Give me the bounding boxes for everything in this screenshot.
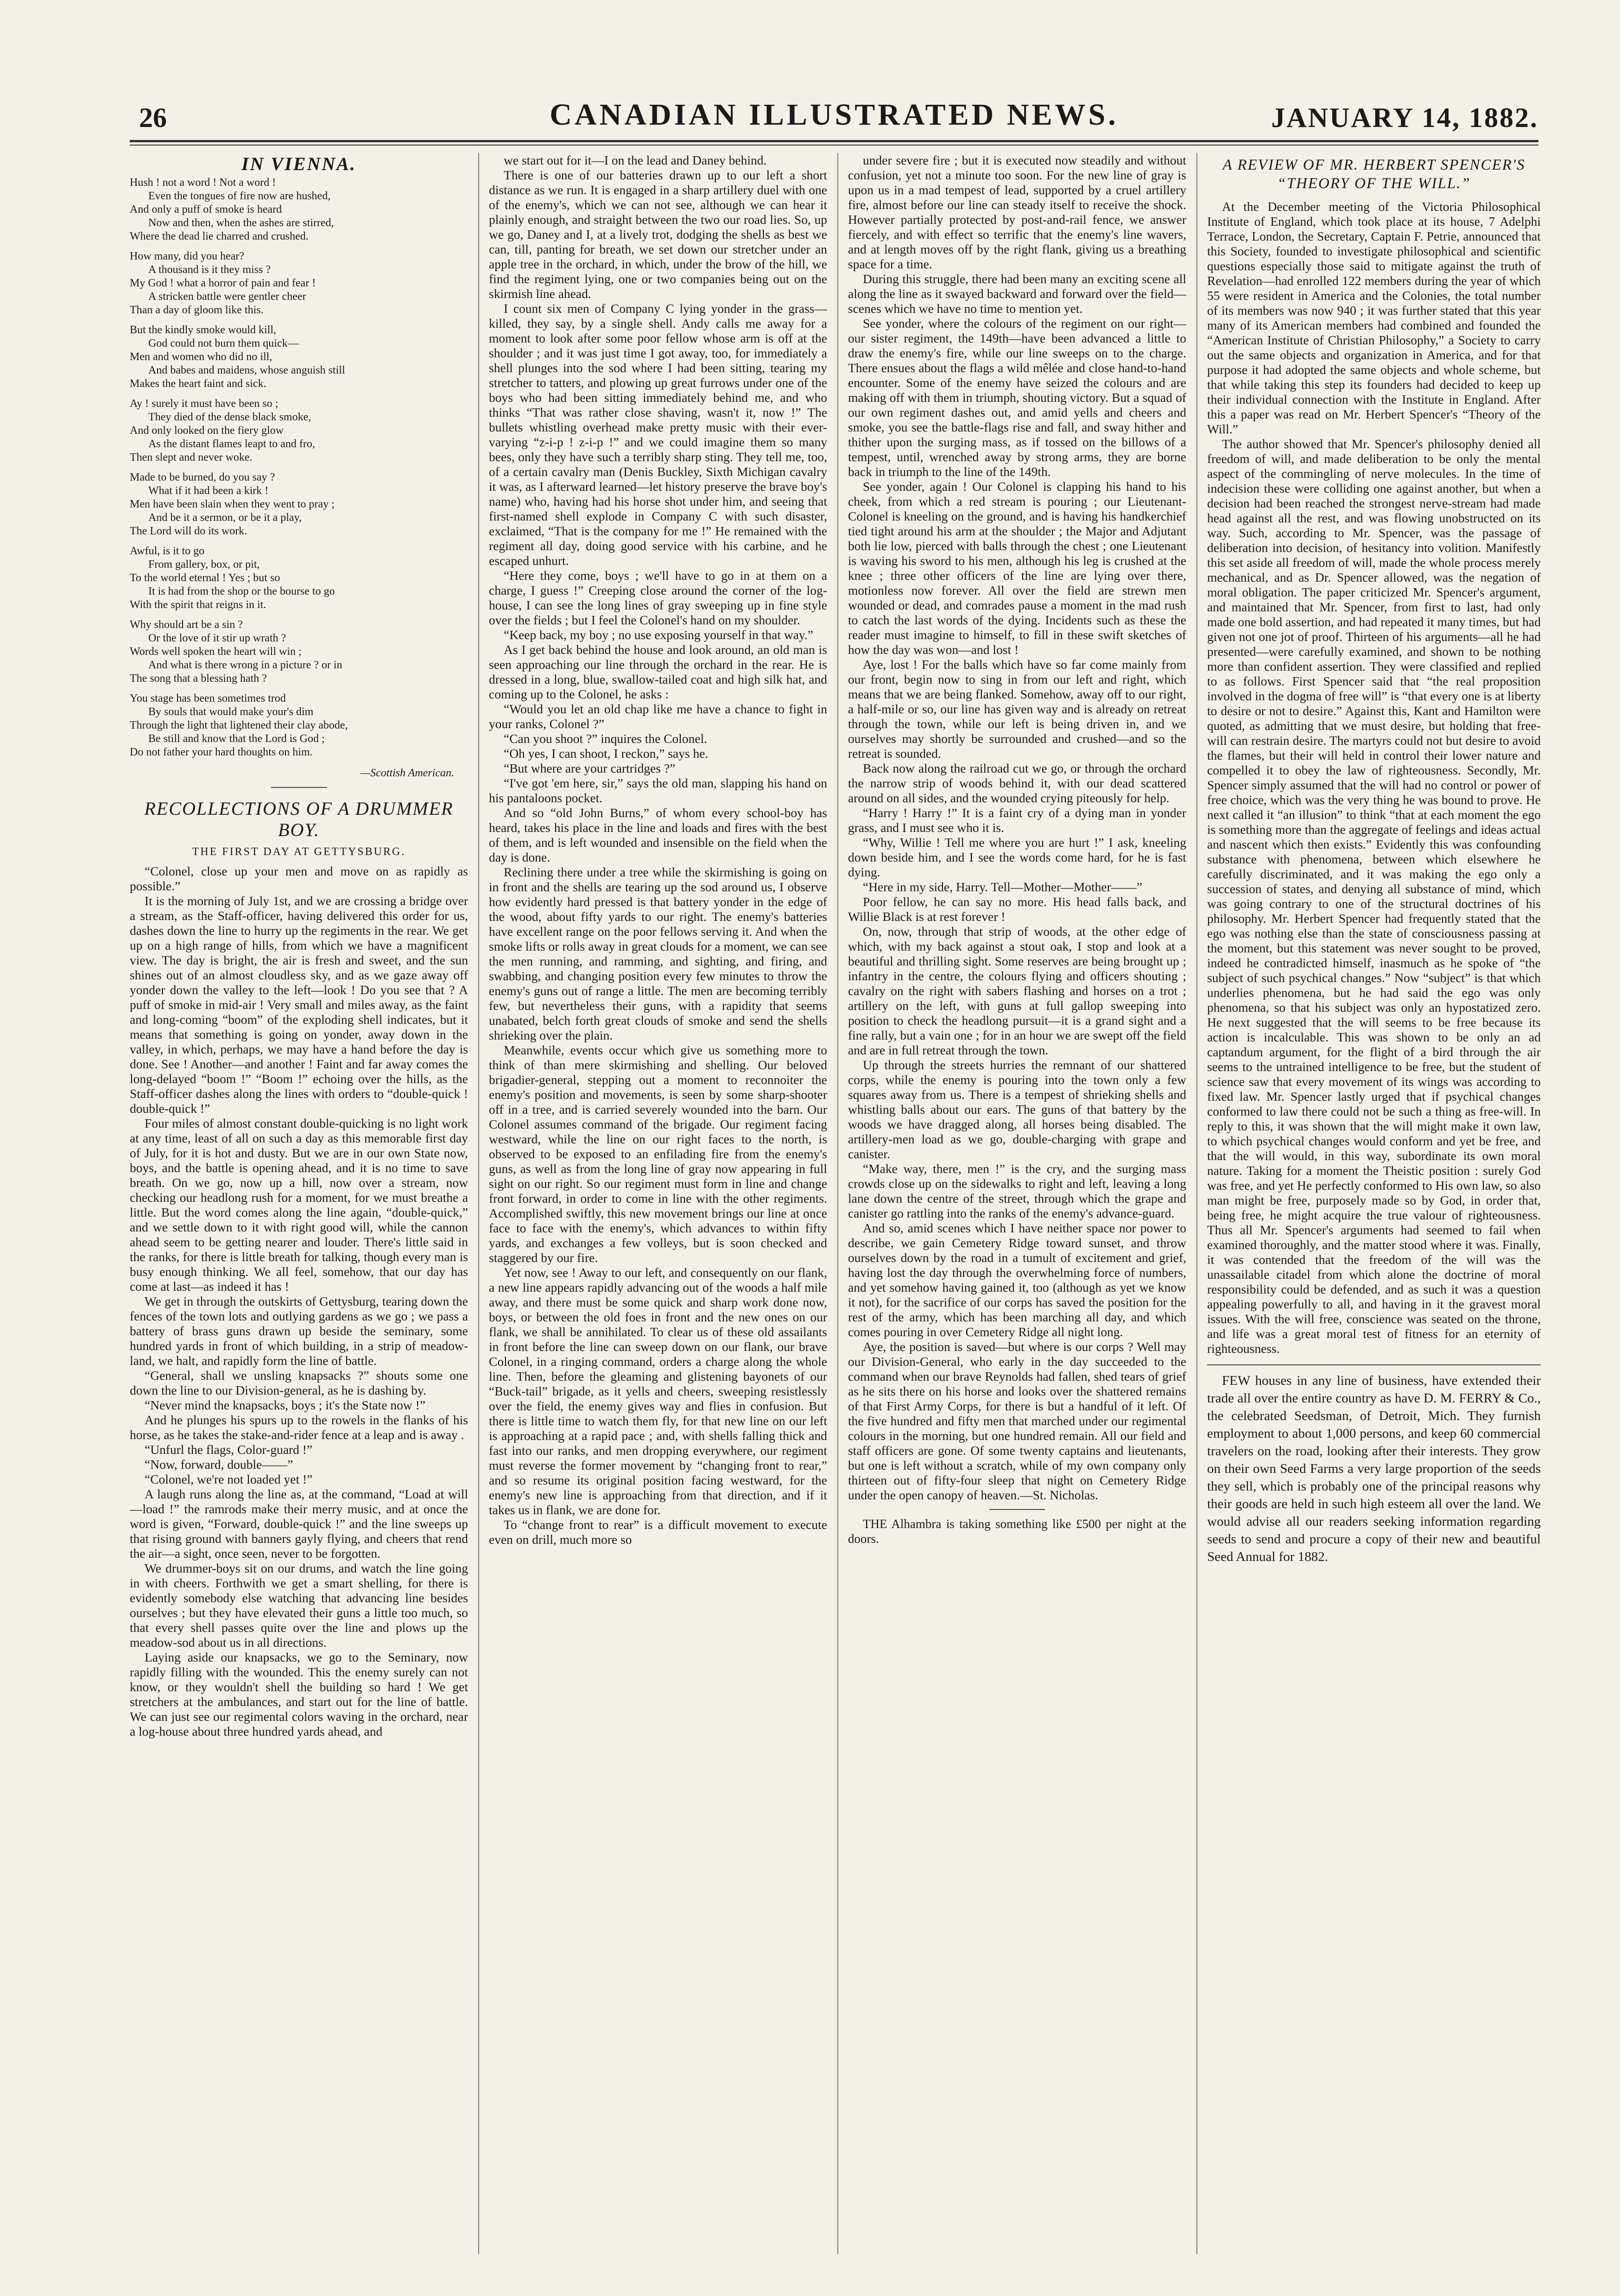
story-paragraph: “Would you let an old chap like me have a chance to fight in your ranks, Colonel ?” — [489, 702, 827, 731]
story-paragraph: Poor fellow, he can say no more. His head falls back, and Willie Black is at rest forever ! — [848, 894, 1186, 924]
poem-line: Why should art be a sin ? — [130, 619, 243, 631]
story-paragraph: “But where are your cartridges ?” — [504, 761, 676, 775]
story-paragraph: under severe fire ; but it is executed now steadily and without confusion, yet not a minute too soon. For the new line of gray is upon us in a mad tempest of lead, supported by a cruel artillery fire, almost before our line can steady itself to receive the shock. However partially protected by post-and-rail fence, we answer fiercely, and with effect so terrific that the enemy's line wavers, and at length moves off by the right flank, giving us a breathing space for a time. — [848, 153, 1186, 271]
story-paragraph: Laying aside our knapsacks, we go to the Seminary, now rapidly filling with the wounded. This the enemy surely can not know, or they wouldn't shell the building so hard ! We get stretchers at the ambulances, and start out for the line of battle. We can just see our regimental colors waving in the orchard, near a log-house about three hundred yards ahead, and — [130, 1650, 468, 1738]
poem-line: By souls that would make your's dim — [148, 706, 314, 718]
story-paragraph: To “change front to rear” is a difficult movement to execute even on drill, much more so — [489, 1517, 827, 1547]
poem-stanza — [130, 397, 468, 464]
section-divider — [1207, 1364, 1541, 1365]
story-paragraph: During this struggle, there had been many an exciting scene all along the line as it swayed backward and forward over the field—scenes which we have no time to mention yet. — [848, 272, 1186, 316]
story-paragraph: See yonder, where the colours of the regiment on our right—our sister regiment, the 149th—have been advanced a little to draw the enemy's fire, while our line sweeps on to the charge. There ensues about the flags a wild mêlée and close hand-to-hand encounter. Some of the enemy have seized the colours and are making off with them in triumph, shouting victory. But a squad of our own regiment dashes out, and amid yells and cheers and smoke, you see the battle-flags rise and fall, and sway hither and thither upon the surging mass, as if tossed on the billows of a tempest, until, wrenched away by strong arms, they are borne back in triumph to the line of the 149th. — [848, 316, 1186, 479]
poem-line: You stage has been sometimes trod — [130, 692, 286, 704]
poem-line: Ay ! surely it must have been so ; — [130, 398, 278, 410]
alhambra-notice: THE Alhambra is taking something like £500 per night at the doors. — [848, 1517, 1186, 1546]
poem-attribution: —Scottish American. — [360, 767, 454, 779]
poem-stanza — [130, 618, 468, 685]
story-paragraph: Four miles of almost constant double-quicking is no light work at any time, least of all on such a day as this memorable first day of July, for it is hot and dusty. But we are in our own State now, boys, and the battle is opening ahead, and it is no time to save breath. On we go, now up a hill, now over a stream, now checking our headlong rush for a moment, for we must breathe a little. But the word comes along the line again, “double-quick,” and we settle down to it with right good will, while the cannon ahead seem to be getting nearer and louder. There's little said in the ranks, for there is little breath for talking, though every man is busy enough thinking. We all feel, somehow, that our day has come at last—as indeed it has ! — [130, 1116, 468, 1294]
section-divider — [271, 787, 327, 788]
story-paragraph: A laugh runs along the line as, at the command, “Load at will—load !” the ramrods make their merry music, and at once the word is given, “Forward, double-quick !” and the line sweeps up that rising ground with banners gayly flying, and cheers that rend the air—a sight, once seen, never to be forgotten. — [130, 1487, 468, 1560]
poem-line: From gallery, box, or pit, — [148, 558, 260, 571]
story-paragraph: Aye, lost ! For the balls which have so far come mainly from our front, begin now to sing in from our left and right, which means that we are being flanked. Somehow, away off to our right, a half-mile or so, our line has given way and is already on retreat through the town, while our left is being driven in, and we ourselves may shortly be surrounded and crushed—and so the retreat is sounded. — [848, 657, 1186, 761]
poem-line: Now and then, when the ashes are stirred, — [148, 217, 334, 229]
poem-line: With the spirit that reigns in it. — [130, 599, 266, 611]
story-paragraph: Back now along the railroad cut we go, or through the orchard the narrow strip of woods behind it, with our dead scattered around on all sides, and the wounded crying piteously for help. — [848, 761, 1186, 805]
poem-line: Than a day of gloom like this. — [130, 304, 264, 316]
masthead: CANADIAN ILLUSTRATED NEWS. — [550, 98, 1119, 132]
seed-advertisement: FEW houses in any line of business, have extended their trade all over the entire country as have D. M. FERRY & Co., the celebrated Seedsman, of Detroit, Mich. They furnish employment to about 1,000 persons, and keep 60 commercial travelers on the road, looking after their interests. They grow on their own Seed Farms a very large proportion of the seeds they sell, which is probably one of the principal reasons why their goods are held in such high esteem all over the land. We would advise all our readers seeking information regarding seeds to send and procure a copy of their new and beautiful Seed Annual for 1882. — [1207, 1373, 1541, 1564]
poem-stanza — [130, 545, 468, 612]
issue-date: JANUARY 14, 1882. — [1271, 102, 1538, 133]
poem-line: As the distant flames leapt to and fro, — [148, 438, 315, 450]
poem-line: A stricken battle were gentler cheer — [148, 291, 306, 303]
column-3 — [848, 153, 1186, 2254]
column-divider — [478, 153, 479, 2254]
story-paragraph: “I've got 'em here, sir,” says the old man, slapping his hand on his pantaloons pocket. — [489, 776, 827, 805]
story-paragraph: “General, shall we unsling knapsacks ?” shouts some one down the line to our Division-general, as he is dashing by. — [130, 1368, 468, 1397]
story-paragraph: And so, amid scenes which I have neither space nor power to describe, we gain Cemetery Ridge toward sunset, and throw ourselves down by the road in a tumult of excitement and grief, having lost the day through the overwhelming force of numbers, and yet somehow having gained it, too (although as yet we know it not), for the sacrifice of our corps has saved the position for the rest of the army, which has been marching all day, and which comes pouring in over Cemetery Ridge all night long. — [848, 1221, 1186, 1339]
poem-title: IN VIENNA. — [241, 153, 356, 174]
poem-stanza — [130, 250, 468, 317]
story-text-part-3 — [848, 153, 1186, 1503]
story-paragraph: “Keep back, my boy ; no use exposing yourself in that way.” — [504, 628, 813, 642]
page-number: 26 — [139, 102, 167, 133]
poem-line: And be it a sermon, or be it a play, — [148, 512, 302, 524]
poem-line: The Lord will do its work. — [130, 525, 247, 537]
story-paragraph: Reclining there under a tree while the skirmishing is going on in front and the shells are tearing up the sod around us, I observe how evidently hard pressed is that battery yonder in the edge of the wood, about fifty yards to our right. The enemy's batteries have excellent range on the poor fellows serving it. And when the smoke lifts or rolls away in great clouds for a moment, we can see the men running, and ramming, and sighting, and firing, and swabbing, and changing position every few minutes to throw the enemy's guns out of range a little. The men are becoming terribly few, but nevertheless their guns, with a rapidity that seems unabated, belch forth great clouds of smoke and send the shells shrieking over the plain. — [489, 865, 827, 1042]
story-paragraph: “Colonel, close up your men and move on as rapidly as possible.” — [130, 864, 468, 893]
poem-stanza — [130, 176, 468, 243]
poem-line: And what is there wrong in a picture ? or in — [148, 659, 342, 671]
column-2 — [489, 153, 827, 2254]
poem-body — [130, 176, 468, 759]
poem-line: And babes and maidens, whose anguish still — [148, 364, 345, 376]
story-paragraph: we start out for it—I on the lead and Daney behind. — [504, 153, 767, 167]
poem-line: And only looked on the fiery glow — [130, 425, 284, 437]
story-paragraph: “Colonel, we're not loaded yet !” — [145, 1472, 313, 1486]
story-paragraph: “Make way, there, men !” is the cry, and the surging mass crowds close up on the sidewalks to right and left, leaving a long lane down the centre of the street, through which the grape and canister go rattling into the ranks of the enemy's advance-guard. — [848, 1161, 1186, 1220]
poem-line: Where the dead lie charred and crushed. — [130, 230, 309, 242]
story-paragraph: As I get back behind the house and look around, an old man is seen approaching our line through the orchard in the rear. He is dressed in a long, blue, swallow-tailed coat and high silk hat, and coming up to the Colonel, he asks : — [489, 642, 827, 701]
review-body — [1207, 199, 1541, 1356]
story-paragraph: Yet now, see ! Away to our left, and consequently on our flank, a new line appears rapidly advancing out of the woods a half mile away, and there must be some quick and sharp work done now, boys, or between the old foes in front and the new ones on our flank, we shall be annihilated. To clear us of these old assailants in front before the line can sweep down on our flank, our brave Colonel, in a ringing command, orders a charge along the whole line. Then, before the gleaming and glistening bayonets of our “Buck-tail” brigade, as it yells and cheers, sweeping resistlessly over the field, the enemy gives way and flies in confusion. But there is little time to watch them fly, for that new line on our left is approaching at a rapid pace ; and, with shells falling thick and fast into our ranks, and men dropping everywhere, our regiment must reverse the former movement by “changing front to rear,” and so resume its original position facing westward, for the enemy's new line is approaching from that direction, and if it takes us in flank, we are done for. — [489, 1265, 827, 1517]
poem-stanza — [130, 692, 468, 759]
story-paragraph: There is one of our batteries drawn up to our left a short distance as we run. It is engaged in a sharp artillery duel with one of the enemy's, which we can not see, although we can hear it plainly enough, and straight between the two our road lies. So, up we go, Daney and I, at a lively trot, dodging the shells as best we can, till, panting for breath, we set down our stretcher under an apple tree in the orchard, in which, under the brow of the hill, we find the regiment lying, one or two companies being out on the skirmish line ahead. — [489, 168, 827, 301]
review-title: A REVIEW OF MR. HERBERT SPENCER'S “THEORY OF THE WILL.” — [1222, 157, 1525, 192]
story-paragraph: We get in through the outskirts of Gettysburg, tearing down the fences of the town lots and outlying gardens as we go ; we pass a battery of brass guns drawn up beside the seminary, some hundred yards in front of which building, in a strip of meadow-land, we halt, and rapidly form the line of battle. — [130, 1294, 468, 1368]
column-divider — [1196, 153, 1197, 2254]
page-header — [130, 97, 1538, 139]
poem-line: Do not father your hard thoughts on him. — [130, 746, 313, 758]
poem-line: God could not burn them quick— — [148, 337, 299, 349]
section-divider — [989, 1509, 1045, 1510]
poem-line: Be still and know that the Lord is God ; — [148, 733, 325, 745]
review-paragraph: At the December meeting of the Victoria Philosophical Institute of England, which took place at its house, 7 Adelphi Terrace, London, the Secretary, Captain F. Petrie, announced that this Society, founded to investigate philosophical and scientific questions especially those said to mitigate against the truth of Revelation—had enrolled 122 members during the year of which 55 were resident in America and the Colonies, the total number of its members was now 940 ; it was further stated that this year many of its American members had combined and founded the “American Institute of Christian Philosophy,” a Society to carry out the same objects and organization in America, and for that purpose it had adopted the same objects and whole scheme, but that while taking this step its founders had decided to keep up their individual connection with the Institute in England. After this a paper was read on Mr. Herbert Spencer's “Theory of the Will.” — [1207, 199, 1541, 436]
story-paragraph: “Unfurl the flags, Color-guard !” — [145, 1442, 313, 1457]
poem-line: Made to be burned, do you say ? — [130, 471, 275, 483]
poem-line: And only a puff of smoke is heard — [130, 203, 282, 216]
story-paragraph: We drummer-boys sit on our drums, and watch the line going in with cheers. Forthwith we get a smart shelling, for there is evidently somebody else watching that advancing line besides ourselves ; but they have elevated their guns a little too much, so that every shell passes quite over the line and plows up the meadow-sod about us in all directions. — [130, 1561, 468, 1649]
poem-line: To the world eternal ! Yes ; but so — [130, 572, 280, 584]
story-paragraph: And so “old John Burns,” of whom every school-boy has heard, takes his place in the line and loads and fires with the best of them, and is left wounded and insensible on the field when the day is done. — [489, 806, 827, 864]
poem-stanza — [130, 323, 468, 391]
poem-line: The song that a blessing hath ? — [130, 672, 267, 685]
poem-line: But the kindly smoke would kill, — [130, 324, 276, 336]
poem-line: Men have been slain when they went to pray ; — [130, 498, 335, 510]
poem-line: My God ! what a horror of pain and fear ! — [130, 277, 316, 289]
story-paragraph: “Here they come, boys ; we'll have to go in at them on a charge, I guess !” Creeping close around the corner of the log-house, I can see the long lines of gray sweeping up in fine style over the fields ; but I feel the Colonel's hand on my shoulder. — [489, 568, 827, 627]
story-paragraph: “Can you shoot ?” inquires the Colonel. — [504, 731, 708, 746]
review-paragraph: The author showed that Mr. Spencer's philosophy denied all freedom of will, and made deliberation to be only the mental aspect of the commingling of nerve molecules. In the time of indecision these were colliding one against another, but when a decision had been reached the strongest nerve-stream had made head against all the rest, and was flowing unobstructed on its way. Such, according to Mr. Spencer, was the passage of deliberation into decision, of hesitancy into volition. Manifestly this set aside all freedom of will, made the whole process merely mechanical, and as Dr. Spencer allowed, was the negation of moral obligation. The paper criticized Mr. Spencer's argument, and maintained that Mr. Spencer, from first to last, had only made one bold assertion, and had repeated it many times, but had given not one jot of proof. Thirteen of his arguments—all he had presented—were carefully examined, and shown to be nothing more than confident assertion. They were classified and replied to as follows. First Spencer said that “the real proposition involved in the dogma of free will” is “that every one is at liberty to desire or not to desire.” Against this, Kant and Hamilton were quoted, as admitting that we must desire, but holding that free-will can restrain desire. The martyrs could not but desire to avoid the flames, but their will held in control their lower nature and compelled it to obey the law of righteousness. Secondly, Mr. Spencer simply assumed that the will had no control or power of free choice, which was the very thing he was bound to prove. He next called it “an illusion” to think “that at each moment the ego is something more than the aggregate of feelings and ideas actual and nascent which then exists.” Evidently this was confounding substance with phenomena, between which elsewhere he carefully discriminated, and it was making the ego only a succession of states, and denying all substance of mind, which was going contrary to one of the structural doctrines of his philosophy. Mr. Herbert Spencer had frequently stated that the ego was nothing else than the state of consciousness passing at the moment, but this statement was never sought to be proved, indeed he contradicted himself, inasmuch as he spoke of “the subject of such psychical changes.” Now “subject” is that which underlies phenomena, but he had said the ego was only phenomena, so that his subject was only an hypostatized zero. He next suggested that the will seems to be free because its action is incalculable. This was shown to be only an ad captandum argument, for the flight of a bird through the air seems to the untrained intelligence to be free, but the student of science saw that every movement of its wings was according to fixed law. Mr. Spencer lastly urged that if psychical changes conformed to law there could not be such a thing as free-will. In reply to this, it was shown that the will might make it own law, to which psychical changes would conform and yet be free, and that the will would, in this way, subordinate its own moral nature. Taking for a moment the Theistic position : surely God was free, and yet He perfectly conformed to His own law, so also man might be free, purposely made so by God, in order that, being free, he might acquire the true valour of righteousness. Thus all Mr. Spencer's arguments had seemed to fail when examined thoroughly, and the matter stood where it was. Finally, it was contended that the freedom of the will was the unassailable citadel from which alone the doctrine of moral responsibility could be defended, and as such it was a question appealing powerfully to all, and having in it the gravest moral issues. With the will free, conscience was seated on the throne, and life was a great moral test of fitness for an eternity of righteousness. — [1207, 437, 1541, 1356]
column-1 — [130, 153, 468, 2254]
story-paragraph: Up through the streets hurries the remnant of our shattered corps, while the enemy is pouring into the town only a few squares away from us. There is a tempest of shrieking shells and whistling balls about our ears. The guns of that battery by the woods we have dragged along, all horses being disabled. The artillery-men load as we go, double-charging with grape and canister. — [848, 1058, 1186, 1161]
story-text-part-2 — [489, 153, 827, 1547]
column-divider — [837, 153, 838, 2254]
poem-line: Men and women who did no ill, — [130, 351, 272, 363]
poem-line: Makes the heart faint and sick. — [130, 378, 266, 390]
poem-line: Hush ! not a word ! Not a word ! — [130, 177, 276, 189]
story-paragraph: “Never mind the knapsacks, boys ; it's the State now !” — [145, 1398, 425, 1412]
poem-line: Even the tongues of fire now are hushed, — [148, 190, 331, 202]
poem-stanza — [130, 471, 468, 538]
poem-line: Words well spoken the heart will win ; — [130, 646, 302, 658]
story-paragraph: “Now, forward, double——” — [145, 1457, 293, 1471]
story-title: RECOLLECTIONS OF A DRUMMER BOY. — [144, 798, 454, 840]
header-rule — [130, 140, 1538, 142]
story-paragraph: Aye, the position is saved—but where is our corps ? Well may our Division-General, who early in the day succeeded to the command when our brave Reynolds had fallen, shed tears of grief as he sits there on his horse and looks over the shattered remains of that First Army Corps, for there is but a handful of it left. Of the five hundred and fifty men that marched under our regimental colours in the morning, but one hundred remain. All our field and staff officers are gone. Of some twenty captains and lieutenants, but one is left without a scratch, while of my own company only thirteen out of fifty-four sleep that night on Cemetery Ridge under the open canopy of heaven.—St. Nicholas. — [848, 1339, 1186, 1502]
story-paragraph: Meanwhile, events occur which give us something more to think of than mere skirmishing and shelling. Our beloved brigadier-general, stepping out a moment to reconnoiter the enemy's position and movements, is seen by some sharp-shooter off in a tree, and is carried severely wounded into the barn. Our Colonel assumes command of the brigade. Our regiment facing westward, while the line on our right faces to the north, is observed to be exposed to an enfilading fire from the enemy's guns, as well as from the long line of gray now appearing in full sight on our right. So our regiment must form in line and change front forward, in order to come in line with the other regiments. Accomplished swiftly, this new movement brings our line at once face to face with the enemy's, which advances to within fifty yards, and exchanges a few volleys, but is soon checked and staggered by our fire. — [489, 1043, 827, 1265]
column-4 — [1207, 153, 1541, 2254]
poem-line: Or the love of it stir up wrath ? — [148, 632, 286, 644]
poem-line: What if it had been a kirk ! — [148, 485, 269, 497]
story-paragraph: “Oh yes, I can shoot, I reckon,” says he. — [504, 746, 709, 761]
story-paragraph: On, now, through that strip of woods, at the other edge of which, with my back against a stout oak, I stop and look at a beautiful and thrilling sight. Some reserves are being brought up ; infantry in the centre, the colours flying and officers shouting ; cavalry on the right with sabers flashing and horses on a trot ; artillery on the left, with guns at full gallop sweeping into position to check the headlong pursuit—it is a grand sight and a fine rally, but a vain one ; for in an hour we are swept off the field and are in full retreat through the town. — [848, 924, 1186, 1057]
story-text-part-1 — [130, 864, 468, 1739]
story-paragraph: “Why, Willie ! Tell me where you are hurt !” I ask, kneeling down beside him, and I see the words come hard, for he is fast dying. — [848, 835, 1186, 879]
poem-line: Then slept and never woke. — [130, 451, 253, 463]
header-rule-thin — [130, 145, 1538, 146]
story-paragraph: “Here in my side, Harry. Tell—Mother—Mother——” — [863, 880, 1142, 894]
story-subtitle: THE FIRST DAY AT GETTYSBURG. — [192, 846, 406, 858]
poem-line: It is had from the shop or the bourse to go — [148, 585, 335, 597]
poem-line: Through the light that lightened their clay abode, — [130, 719, 348, 731]
story-paragraph: “Harry ! Harry !” It is a faint cry of a dying man in yonder grass, and I must see who it is. — [848, 806, 1186, 835]
story-paragraph: I count six men of Company C lying yonder in the grass—killed, they say, by a single shell. Andy calls me away for a moment to look after some poor fellow whose arm is off at the shoulder ; and it was just time I got away, too, for immediately a shell plunges into the sod where I had been sitting, tearing my stretcher to tatters, and plowing up great furrows under one of the boys who had been sitting immediately behind me, and who thinks “That was rather close shaving, wasn't it, now !” The bullets whistling overhead make pretty music with their ever-varying “z-i-p ! z-i-p !” and we could imagine them so many bees, only they have such a terribly sharp sting. They tell me, too, of a certain cavalry man (Denis Buckley, Sixth Michigan cavalry it was, as I afterward learned—let history preserve the brave boy's name) who, having had his horse shot under him, and seeing that first-named shell explode in Company C with such disaster, exclaimed, “That is the company for me !” He remained with the regiment all day, doing good service with his carbine, and he escaped unhurt. — [489, 301, 827, 568]
poem-line: A thousand is it they miss ? — [148, 264, 271, 276]
story-paragraph: And he plunges his spurs up to the rowels in the flanks of his horse, as he takes the stake-and-rider fence at a leap and is away . — [130, 1413, 468, 1442]
story-paragraph: It is the morning of July 1st, and we are crossing a bridge over a stream, as the Staff-officer, having delivered this order for us, dashes down the line to hurry up the regiments in the rear. We get up on a high range of hills, from which we have a magnificent view. The day is bright, the air is fresh and sweet, and the sun shines out of an almost cloudless sky, and as we gaze away off yonder down the valley to the left—look ! Do you see that ? A puff of smoke in mid-air ! Very small and miles away, as the faint and long-coming “boom” of the exploding shell indicates, but it means that something is going on yonder, away down in the valley, in which, perhaps, we may have a hand before the day is done. See ! Another—and another ! Faint and far away comes the long-delayed “boom !” “Boom !” echoing over the hills, as the Staff-officer dashes along the lines with orders to “double-quick ! double-quick !” — [130, 894, 468, 1116]
poem-line: How many, did you hear? — [130, 250, 245, 262]
poem-line: They died of the dense black smoke, — [148, 411, 311, 423]
poem-line: Awful, is it to go — [130, 545, 205, 557]
story-paragraph: See yonder, again ! Our Colonel is clapping his hand to his cheek, from which a red stream is pouring ; our Lieutenant-Colonel is kneeling on the ground, and is having his handkerchief tied tight around his arm at the shoulder ; the Major and Adjutant both lie low, pierced with balls through the chest ; one Lieutenant is waving his sword to his men, although his leg is crushed at the knee ; three other officers of the line are lying over there, motionless now forever. All over the field are strewn men wounded or dead, and comrades pause a moment in the mad rush to catch the last words of the dying. Incidents such as these the reader must imagine to himself, to fill in these swift sketches of how the day was won—and lost ! — [848, 479, 1186, 657]
